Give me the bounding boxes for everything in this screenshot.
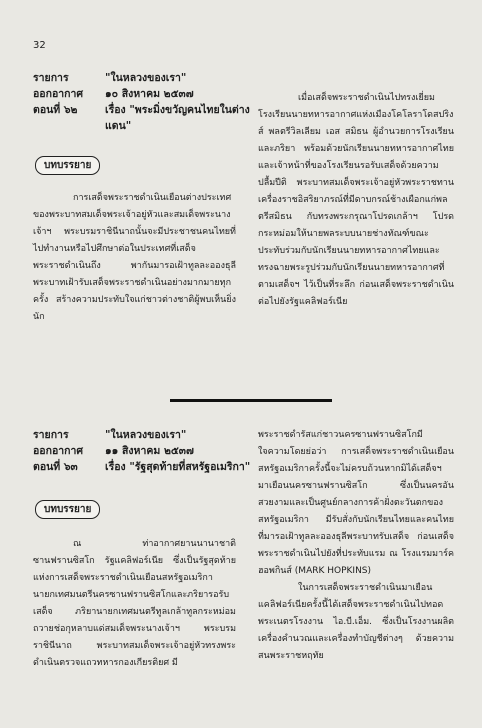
episode-title: เรื่อง "รัฐสุดท้ายที่สหรัฐอเมริกา" — [105, 461, 251, 473]
program-title: "ในหลวงของเรา" — [105, 72, 187, 84]
section-divider — [170, 399, 332, 402]
episode-title: เรื่อง "พระมิ่งขวัญคนไทยในต่างแดน" — [105, 104, 250, 132]
airing-label: ออกอากาศ — [33, 88, 84, 100]
program-title: "ในหลวงของเรา" — [105, 429, 187, 441]
page-number: 32 — [33, 40, 46, 51]
airing-label: ออกอากาศ — [33, 445, 84, 457]
narration-badge: บทบรรยาย — [35, 500, 100, 519]
episode-label: ตอนที่ ๖๒ — [33, 104, 78, 116]
narration-text-left: การเสด็จพระราชดำเนินเยือนต่างประเทศ ของพระบาทสมเด็จพระเจ้าอยู่หัวและสมเด็จพระนางเจ้าฯ พระบรมราชินีนาถนั้นจะมีประชาชนคนไทยที่ไปทำงานหรือไปศึกษาต่อในประเทศที่เสด็จพระราชดำเนินถึง พากันมารอเฝ้าทูลละอองธุลีพระบาทเฝ้ารับเสด็จพระราชดำเนินอย่างมากมายทุกครั้ง สร้างความประทับใจแก่ชาวต่างชาติผู้พบเห็นยิ่งนัก — [33, 193, 236, 322]
episode-header — [33, 70, 263, 134]
program-label: รายการ — [33, 72, 69, 84]
narration-text-left: ณ ท่าอากาศยานนานาชาติซานฟรานซิสโก รัฐแคลิฟอร์เนีย ซึ่งเป็นรัฐสุดท้ายแห่งการเสด็จพระราชดำเนินเยือนสหรัฐอเมริกา นายกเทศมนตรีนครซานฟรานซิสโกและภริยารอรับเสด็จ ภริยานายกเทศมนตรีทูลเกล้าทูลกระหม่อมถวายช่อกุหลาบแด่สมเด็จพระนางเจ้าฯ พระบรมราชินีนาถ พระบาทสมเด็จพระเจ้าอยู่หัวทรงพระดำเนินตรวจแถวทหารกองเกียรติยศ มี — [33, 539, 236, 668]
narration-text-right — [258, 427, 454, 665]
episode-label: ตอนที่ ๖๓ — [33, 461, 78, 473]
narration-text-right: เมื่อเสด็จพระราชดำเนินไปทรงเยี่ยมโรงเรียนนายทหารอากาศแห่งเมืองโคโลราโดสปริงส์ พลตรีวิลเลียม เอส สมิธน ผู้อำนวยการโรงเรียนและภริยา พร้อมด้วยนักเรียนนายทหารอากาศไทยและเจ้าหน้าที่ของโรงเรียนรอรับเสด็จด้วยความปลื้มปีติ พระบาทสมเด็จพระเจ้าอยู่หัวพระราชทานเครื่องราชอิสริยาภรณ์ที่มีดาบกรณ์ช้างเผือกแก่พลตรีสมิธน กับทรงพระกรุณาโปรดเกล้าฯ โปรดกระหม่อมให้นายพลระบบนายช่างทัณฑ์ขณะประทับร่วมกับนักเรียนนายทหารอากาศไทยและทรงฉายพระรูปร่วมกับนักเรียนนายทหารอากาศที่ตามเสด็จฯ ไว้เป็นที่ระลึก ก่อนเสด็จพระราชดำเนินต่อไปยังรัฐแคลิฟอร์เนีย — [258, 93, 454, 307]
paragraph-continuation: พระราชดำรัสแก่ชาวนครซานฟรานซิสโกมีใจความโดยย่อว่า การเสด็จพระราชดำเนินเยือนสหรัฐอเมริกาครั้งนี้จะไม่ครบถ้วนหากมิได้เสด็จฯ มาเยือนนครซานฟรานซิสโก ซึ่งเป็นนครอันสวยงามและเป็นศูนย์กลางการค้าฝั่งตะวันตกของสหรัฐอเมริกา มีรับสั่งกับนักเรียนไทยและคนไทยที่มารอเฝ้าทูลละอองธุลีพระบาทรับเสด็จ ก่อนเสด็จพระราชดำเนินไปยังที่ประทับแรม ณ โรงแรมมาร์ค ฮอพกินส์ (MARK HOPKINS) — [258, 430, 454, 576]
episode-header — [33, 427, 263, 475]
program-label: รายการ — [33, 429, 69, 441]
narration-badge: บทบรรยาย — [35, 156, 100, 175]
paragraph: ในการเสด็จพระราชดำเนินมาเยือนแคลิฟอร์เนียครั้งนี้ได้เสด็จพระราชดำเนินไปทอดพระเนตรโรงงาน ไอ.บี.เอ็ม. ซึ่งเป็นโรงงานผลิตเครื่องคำนวณและเครื่องทำบัญชีต่างๆ ด้วยความสนพระราชหฤทัย — [258, 583, 454, 661]
airing-date: ๑๑ สิงหาคม ๒๕๓๗ — [105, 445, 194, 457]
airing-date: ๑๐ สิงหาคม ๒๕๓๗ — [105, 88, 194, 100]
